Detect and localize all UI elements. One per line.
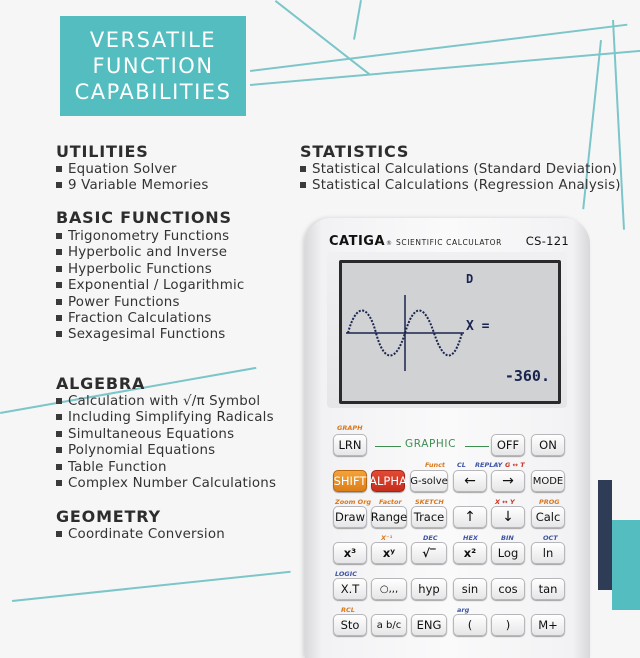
model-number: CS-121 <box>525 234 569 248</box>
list-item: Statistical Calculations (Regression Analysis) <box>300 178 621 194</box>
utilities-heading: UTILITIES <box>56 142 149 161</box>
list-item: Including Simplifying Radicals <box>56 410 276 426</box>
sto-key[interactable]: Sto <box>333 614 367 636</box>
graphic-label: GRAPHIC <box>405 438 457 450</box>
brand-logo: CATIGA <box>329 234 386 249</box>
factor-label: Factor <box>379 498 402 506</box>
screen-value: -360. <box>504 367 550 385</box>
range-key[interactable]: Range <box>371 506 407 528</box>
bg-line <box>250 49 640 86</box>
geometry-heading: GEOMETRY <box>56 507 161 526</box>
utilities-list <box>56 162 209 195</box>
title-line: CAPABILITIES <box>74 80 232 104</box>
basic-functions-heading: BASIC FUNCTIONS <box>56 208 232 227</box>
down-arrow-key[interactable]: ↓ <box>491 506 525 528</box>
up-arrow-key[interactable]: ↑ <box>453 506 487 528</box>
bullet-icon <box>56 480 62 486</box>
statistics-list <box>300 162 621 195</box>
alpha-key[interactable]: ALPHA <box>371 470 405 492</box>
calc-key[interactable]: Calc <box>531 506 565 528</box>
list-item: Hyperbolic Functions <box>56 262 244 278</box>
hyp-key[interactable]: hyp <box>411 578 447 600</box>
lcd-screen <box>339 260 561 404</box>
list-item: Coordinate Conversion <box>56 527 225 543</box>
x-inverse-label: X⁻¹ <box>381 534 393 542</box>
list-item: Trigonometry Functions <box>56 229 244 245</box>
bullet-icon <box>56 299 62 305</box>
bin-label: BIN <box>501 534 514 542</box>
on-key[interactable]: ON <box>531 434 565 456</box>
lrn-key[interactable]: LRN <box>333 434 367 456</box>
bullet-icon <box>300 182 306 188</box>
registered-icon: ® <box>386 240 393 247</box>
ln-key[interactable]: ln <box>531 542 565 564</box>
bullet-icon <box>56 414 62 420</box>
screen-bezel <box>327 252 567 408</box>
bullet-icon <box>56 447 62 453</box>
oct-label: OCT <box>543 534 558 542</box>
x-squared-key[interactable]: x² <box>453 542 487 564</box>
geometry-list <box>56 527 225 543</box>
list-item: Hyperbolic and Inverse <box>56 245 244 261</box>
dec-label: DEC <box>423 534 438 542</box>
title-banner <box>60 16 246 116</box>
list-item: Power Functions <box>56 295 244 311</box>
bullet-icon <box>56 431 62 437</box>
algebra-heading: ALGEBRA <box>56 374 146 393</box>
title-line: FUNCTION <box>92 54 214 78</box>
statistics-heading: STATISTICS <box>300 142 410 161</box>
cos-key[interactable]: cos <box>491 578 525 600</box>
graphic-divider <box>375 446 401 447</box>
x-theta-t-key[interactable]: X.T <box>333 578 367 600</box>
list-item: Statistical Calculations (Standard Deviation) <box>300 162 621 178</box>
accent-bar <box>612 520 640 610</box>
off-key[interactable]: OFF <box>491 434 525 456</box>
sine-graph <box>346 293 464 373</box>
bullet-icon <box>56 282 62 288</box>
right-paren-key[interactable]: ) <box>491 614 525 636</box>
gt-label: G ↔ T <box>505 461 525 469</box>
hex-label: HEX <box>463 534 478 542</box>
sketch-label: SKETCH <box>415 498 444 506</box>
x-power-y-key[interactable]: xʸ <box>371 542 407 564</box>
xy-swap-label: X ↔ Y <box>495 498 515 506</box>
list-item: Calculation with √/π Symbol <box>56 394 276 410</box>
bullet-icon <box>56 266 62 272</box>
basic-functions-list <box>56 229 244 344</box>
right-arrow-key[interactable]: → <box>491 470 525 492</box>
bullet-icon <box>56 464 62 470</box>
bg-line <box>12 571 291 602</box>
fraction-key[interactable]: a b/c <box>371 614 407 636</box>
graphic-divider <box>465 446 489 447</box>
algebra-list <box>56 394 276 492</box>
accent-bar <box>598 480 612 590</box>
rcl-label: RCL <box>341 606 355 614</box>
list-item: Polynomial Equations <box>56 443 276 459</box>
list-item: Equation Solver <box>56 162 209 178</box>
cl-label: CL <box>457 461 466 469</box>
bullet-icon <box>56 166 62 172</box>
bullet-icon <box>56 398 62 404</box>
mode-key[interactable]: MODE <box>531 470 565 492</box>
bullet-icon <box>56 315 62 321</box>
bullet-icon <box>300 166 306 172</box>
gsolve-key[interactable]: G-solve <box>410 470 448 492</box>
bg-line <box>250 24 627 72</box>
logic-label: LOGIC <box>335 570 357 578</box>
title-line: VERSATILE <box>89 28 217 52</box>
trace-key[interactable]: Trace <box>411 506 447 528</box>
replay-label: REPLAY <box>475 461 503 469</box>
brand-subtitle: SCIENTIFIC CALCULATOR <box>396 238 502 247</box>
left-arrow-key[interactable]: ← <box>453 470 487 492</box>
list-item: Simultaneous Equations <box>56 427 276 443</box>
prog-label: PROG <box>539 498 560 506</box>
bullet-icon <box>56 531 62 537</box>
tan-key[interactable]: tan <box>531 578 565 600</box>
list-item: Sexagesimal Functions <box>56 327 244 343</box>
shift-key[interactable]: SHIFT <box>333 470 367 492</box>
calculator <box>305 218 590 658</box>
m-plus-key[interactable]: M+ <box>531 614 565 636</box>
x-cubed-key[interactable]: x³ <box>333 542 367 564</box>
draw-key[interactable]: Draw <box>333 506 367 528</box>
angle-mode-indicator: D <box>466 272 474 286</box>
calculator-brand-row <box>329 234 569 252</box>
bullet-icon <box>56 233 62 239</box>
arg-label: arg <box>457 606 470 614</box>
left-paren-key[interactable]: ( <box>453 614 487 636</box>
eng-key[interactable]: ENG <box>411 614 447 636</box>
list-item: Exponential / Logarithmic <box>56 278 244 294</box>
funct-label: Funct <box>425 461 446 469</box>
degree-minute-second-key[interactable]: ○,,, <box>371 578 407 600</box>
list-item: Complex Number Calculations <box>56 476 276 492</box>
screen-x-label: X = <box>466 319 490 334</box>
list-item: 9 Variable Memories <box>56 178 209 194</box>
sin-key[interactable]: sin <box>453 578 487 600</box>
bg-line <box>353 0 362 40</box>
list-item: Fraction Calculations <box>56 311 244 327</box>
zoom-label: Zoom Org <box>335 498 372 506</box>
bullet-icon <box>56 182 62 188</box>
log-key[interactable]: Log <box>491 542 525 564</box>
graph-label: GRAPH <box>337 424 363 432</box>
bullet-icon <box>56 249 62 255</box>
bullet-icon <box>56 331 62 337</box>
sqrt-key[interactable]: √‾ <box>411 542 447 564</box>
list-item: Table Function <box>56 460 276 476</box>
